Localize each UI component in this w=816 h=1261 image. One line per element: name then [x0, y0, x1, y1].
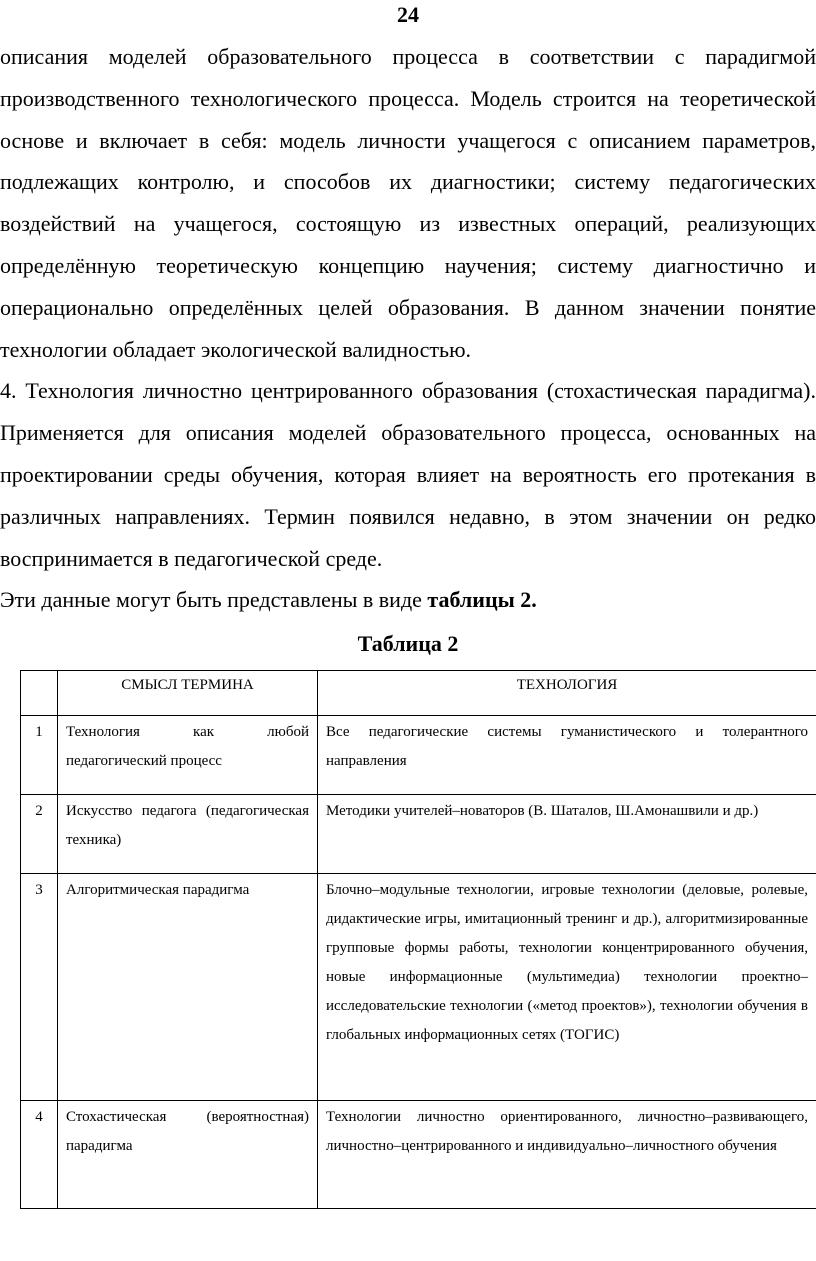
terms-table — [20, 670, 816, 1209]
paragraph-1: описания моделей образовательного процесса в соответствии с парадигмой производственного технологического процесса. Модель строится на теоретической основе и включает в себя: модель личности учащегося с описанием параметров, подлежащих контролю, и способов их диагностики; систему педагогических воздействий на учащегося, состоящую из известных операций, реализующих определённую теоретическую концепцию научения; систему диагностично и операционально определённых целей образования. В данном значении понятие технологии обладает экологической валидностью. — [0, 44, 816, 362]
term-cell: Искусство педагога (педагогическая техника) — [58, 795, 318, 874]
technology-cell: Все педагогические системы гуманистического и толерантного направления — [318, 716, 816, 795]
row-number: 4 — [21, 1101, 58, 1209]
table-caption: Таблица 2 — [357, 631, 459, 656]
technology-cell: Методики учителей–новаторов (В. Шаталов, Ш.Амонашвили и др.) — [318, 795, 816, 874]
table-row — [21, 874, 816, 1101]
paragraph-2: 4. Технология личностно центрированного образования (стохастическая парадигма). Применяется для описания моделей образовательного процесса, основанных на проектировании среды обучения, которая влияет на вероятность его протекания в различных направлениях. Термин появился недавно, в этом значении он редко воспринимается в педагогической среде. — [0, 378, 816, 571]
closing-sentence — [0, 579, 816, 621]
table-header-row — [21, 671, 816, 716]
term-cell: Технология как любой педагогический процесс — [58, 716, 318, 795]
header-technology: ТЕХНОЛОГИЯ — [318, 671, 816, 716]
row-number: 1 — [21, 716, 58, 795]
term-cell: Стохастическая (вероятностная) парадигма — [58, 1101, 318, 1209]
table-row — [21, 1101, 816, 1209]
row-number: 3 — [21, 874, 58, 1101]
table-row — [21, 716, 816, 795]
technology-cell: Блочно–модульные технологии, игровые технологии (деловые, ролевые, дидактические игры, имитационный тренинг и др.), алгоритмизированные групповые формы работы, технологии концентрированного обучения, новые информационные (мультимедиа) технологии проектно–исследовательские технологии («метод проектов»), технологии обучения в глобальных информационных сетях (ТОГИС) — [318, 874, 816, 1101]
closing-prefix: Эти данные могут быть представлены в виде — [0, 587, 428, 613]
term-cell: Алгоритмическая парадигма — [58, 874, 318, 1101]
body-text — [0, 36, 816, 621]
technology-cell: Технологии личностно ориентированного, личностно–развивающего, личностно–центрированного и индивидуально–личностного обучения — [318, 1101, 816, 1209]
row-number: 2 — [21, 795, 58, 874]
page-number: 24 — [397, 2, 419, 27]
table-row — [21, 795, 816, 874]
closing-table-ref: таблицы 2. — [427, 587, 537, 613]
header-term-meaning: СМЫСЛ ТЕРМИНА — [58, 671, 318, 716]
header-num — [21, 671, 58, 716]
